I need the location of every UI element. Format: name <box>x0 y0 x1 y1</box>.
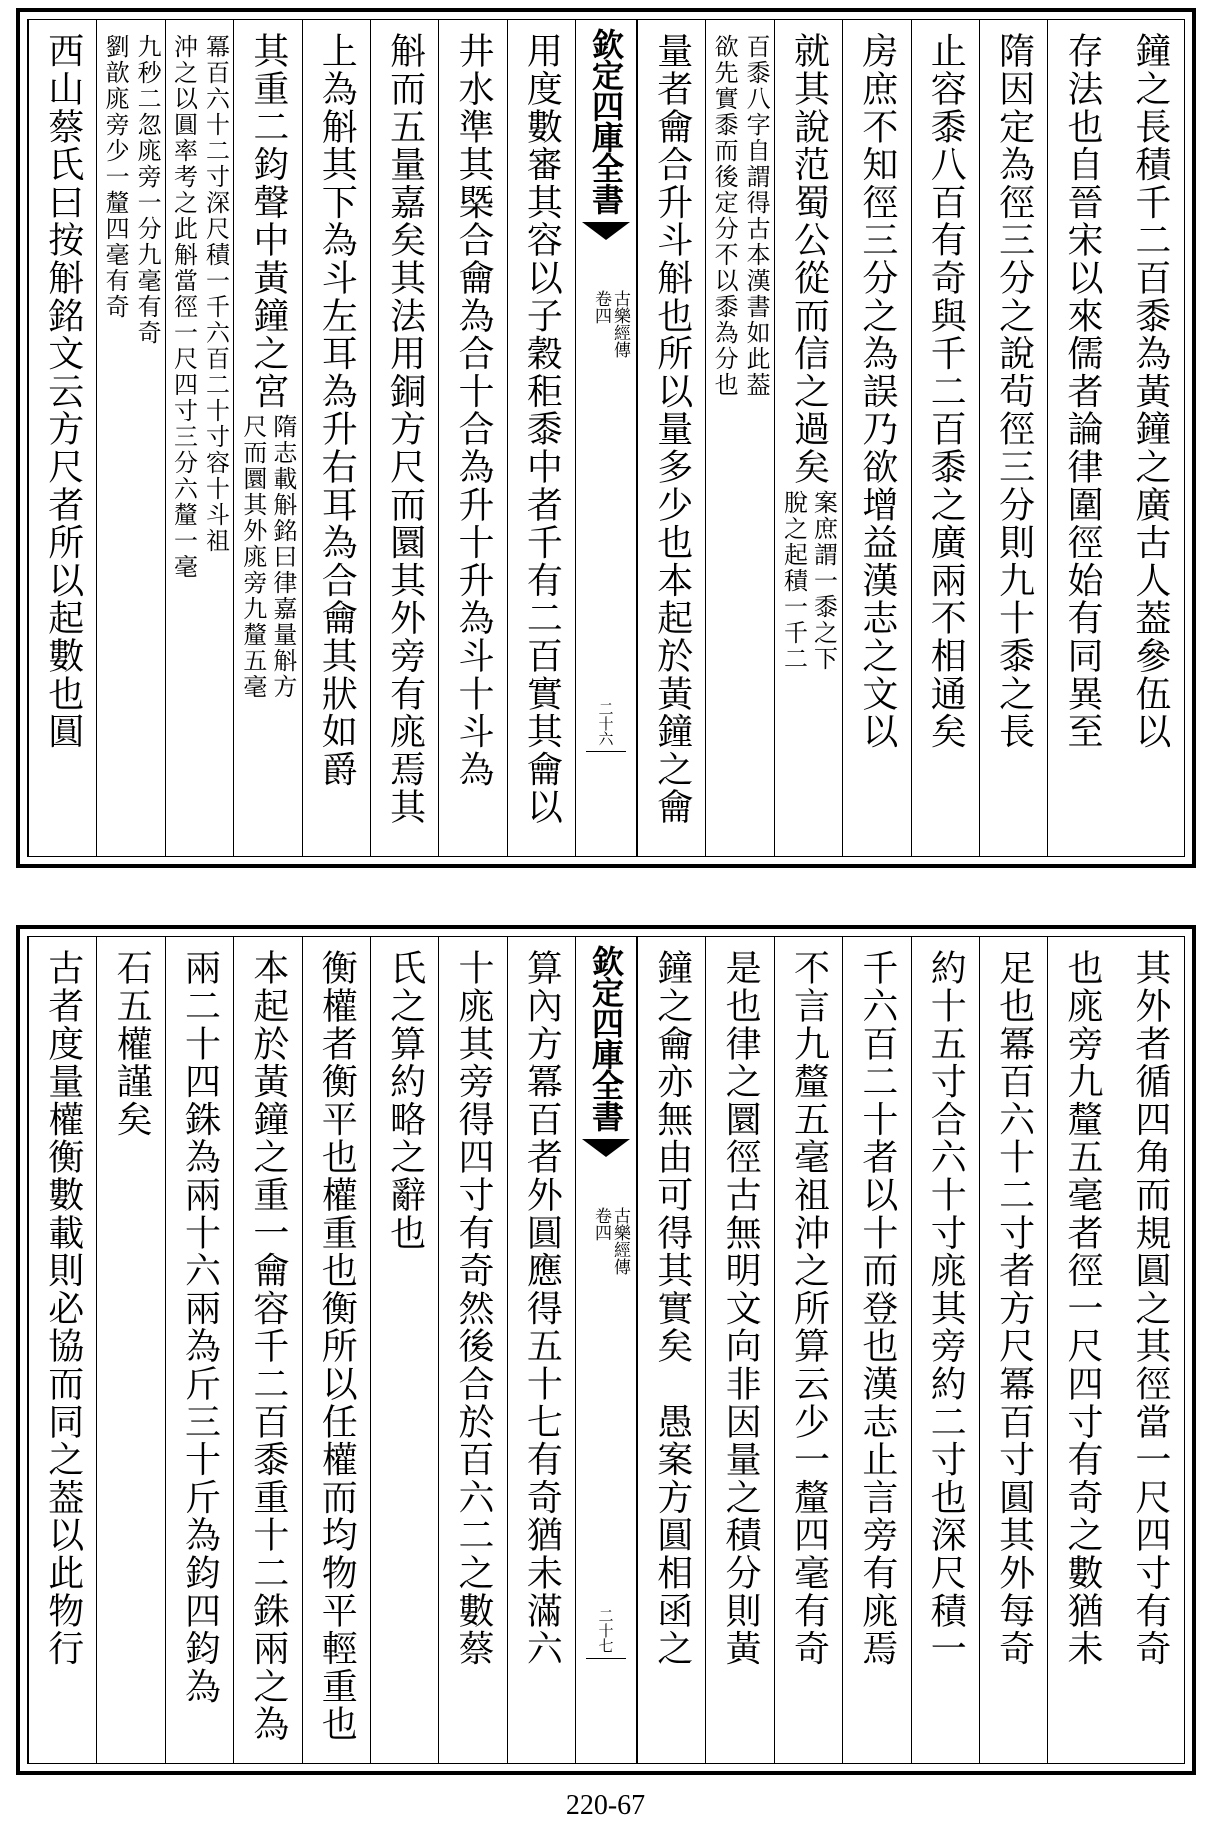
text-column <box>438 20 506 856</box>
text-column <box>911 20 979 856</box>
page-upper-frame <box>27 19 1185 857</box>
column-text: 斛而五量嘉矣其法用銅方尺而圜其外旁有庣焉其 <box>384 32 426 826</box>
annotation-line: 欲先實黍而後定分不以黍為分也 <box>710 34 739 398</box>
folio-number: 二十七 <box>596 1608 615 1653</box>
text-column <box>28 937 96 1763</box>
text-column <box>233 937 301 1763</box>
text-column <box>302 20 370 856</box>
text-column <box>842 937 910 1763</box>
column-text: 其外者循四角而規圓之其徑當一尺四寸有奇 <box>1129 949 1171 1668</box>
text-column <box>774 937 842 1763</box>
column-text: 兩二十四銖為兩十六兩為斤三十斤為鈞四鈞為 <box>179 949 221 1705</box>
column-text: 用度數審其容以子穀秬黍中者千有二百實其龠以 <box>521 32 563 826</box>
text-column <box>1116 937 1184 1763</box>
annotation-line: 劉歆庣旁少一釐四毫有奇 <box>101 34 130 320</box>
text-column <box>637 937 705 1763</box>
column-text: 十庣其旁得四寸有奇然後合於百六二之數蔡 <box>452 949 494 1668</box>
column-text: 約十五寸合六十寸庣其旁約二寸也深尺積一 <box>925 949 967 1668</box>
column-text: 衡權者衡平也權重也衡所以任權而均物平輕重也 <box>316 949 358 1743</box>
column-text: 存法也自晉宋以來儒者論律圍徑始有同異至 <box>1061 32 1103 751</box>
spine-title: 欽定四庫全書 <box>587 945 625 1131</box>
column-text: 千六百二十者以十而登也漢志止言旁有庣焉 <box>856 949 898 1668</box>
page-upper <box>16 8 1196 868</box>
text-column <box>165 937 233 1763</box>
page-lower <box>16 925 1196 1775</box>
column-text: 鐘之龠亦無由可得其實矣 愚案方圓相函之 <box>651 949 693 1668</box>
annotation-line: 九秒二忽庣旁一分九毫有奇 <box>133 34 162 346</box>
text-column <box>705 937 773 1763</box>
book-title: 古樂經傳 <box>610 1207 630 1275</box>
column-text: 石五權謹矣 <box>111 949 153 1138</box>
volume-label: 卷四 <box>591 1207 611 1241</box>
book-spine <box>575 20 637 856</box>
spine-title: 欽定四庫全書 <box>587 28 625 214</box>
column-text: 足也冪百六十二寸者方尺冪百寸圓其外每奇 <box>993 949 1035 1668</box>
page-lower-frame <box>27 936 1185 1764</box>
text-column <box>842 20 910 856</box>
folio-rule <box>586 751 626 752</box>
folio-number: 二十六 <box>596 701 615 746</box>
spine-subtitle <box>592 290 628 358</box>
annotation-line: 隋志載斛銘曰律嘉量斛方 <box>268 414 297 700</box>
annotation-line: 百黍八字自謂得古本漢書如此葢 <box>742 34 771 398</box>
text-column <box>979 20 1047 856</box>
annotation-block <box>169 34 230 580</box>
text-column <box>233 20 301 856</box>
text-column <box>370 20 438 856</box>
annotation-line: 尺而圜其外庣旁九釐五毫 <box>238 414 267 700</box>
mixed-column <box>779 20 838 672</box>
column-text: 量者龠合升斗斛也所以量多少也本起於黃鐘之龠 <box>651 32 693 826</box>
text-column <box>1116 20 1184 856</box>
annotation-line: 脫之起積一千二 <box>779 489 808 672</box>
column-text: 也庣旁九釐五毫者徑一尺四寸有奇之數猶未 <box>1061 949 1103 1668</box>
text-column <box>28 20 96 856</box>
text-column <box>979 937 1047 1763</box>
column-text: 本起於黃鐘之重一龠容千二百黍重十二銖兩之為 <box>247 949 289 1743</box>
text-column <box>302 937 370 1763</box>
folio-rule <box>586 1658 626 1659</box>
text-column <box>637 20 705 856</box>
volume-label: 卷四 <box>591 290 611 324</box>
column-text: 氏之算約略之辭也 <box>384 949 426 1252</box>
mixed-column <box>238 20 297 700</box>
column-text: 上為斛其下為斗左耳為升右耳為合龠其狀如爵 <box>316 32 358 788</box>
column-text: 算內方冪百者外圓應得五十七有奇猶未滿六 <box>521 949 563 1668</box>
column-text: 是也律之圜徑古無明文向非因量之積分則黃 <box>720 949 762 1668</box>
annotation-block <box>779 489 838 672</box>
text-column <box>911 937 979 1763</box>
column-text: 古者度量權衡數載則必協而同之葢以此物行 <box>42 949 84 1668</box>
spine-subtitle <box>592 1207 628 1275</box>
text-column <box>96 20 164 856</box>
column-text: 房庶不知徑三分之為誤乃欲增益漢志之文以 <box>856 32 898 751</box>
column-text: 隋因定為徑三分之說茍徑三分則九十黍之長 <box>993 32 1035 751</box>
text-column <box>96 937 164 1763</box>
text-column <box>165 20 233 856</box>
annotation-line: 冪百六十二寸深尺積一千六百二十寸容十斗祖 <box>201 34 230 554</box>
text-column <box>774 20 842 856</box>
text-column <box>438 937 506 1763</box>
text-column <box>705 20 773 856</box>
text-column <box>370 937 438 1763</box>
text-column <box>1047 937 1115 1763</box>
book-title: 古樂經傳 <box>610 290 630 358</box>
text-column <box>1047 20 1115 856</box>
fish-tail-mark <box>582 222 630 240</box>
column-text: 不言九釐五毫祖沖之所算云少一釐四毫有奇 <box>788 949 830 1668</box>
annotation-block <box>710 34 771 398</box>
text-column <box>507 937 575 1763</box>
page-number: 220-67 <box>565 1790 646 1821</box>
book-spine <box>575 937 637 1763</box>
text-column <box>507 20 575 856</box>
annotation-block <box>101 34 162 346</box>
column-text: 井水準其槩合龠為合十合為升十升為斗十斗為 <box>452 32 494 788</box>
annotation-line: 案庶謂一黍之下 <box>809 489 838 672</box>
fish-tail-mark <box>582 1139 630 1157</box>
column-text: 西山蔡氏曰按斛銘文云方尺者所以起數也圓 <box>42 32 84 751</box>
column-text: 就其說范蜀公從而信之過矣 <box>788 32 830 486</box>
annotation-line: 沖之以圓率考之此斛當徑一尺四寸三分六釐一毫 <box>169 34 198 580</box>
column-text: 其重二鈞聲中黃鐘之宮 <box>247 32 289 410</box>
annotation-block <box>238 414 297 700</box>
column-text: 止容黍八百有奇與千二百黍之廣兩不相通矣 <box>925 32 967 751</box>
column-text: 鐘之長積千二百黍為黃鐘之廣古人葢參伍以 <box>1129 32 1171 751</box>
